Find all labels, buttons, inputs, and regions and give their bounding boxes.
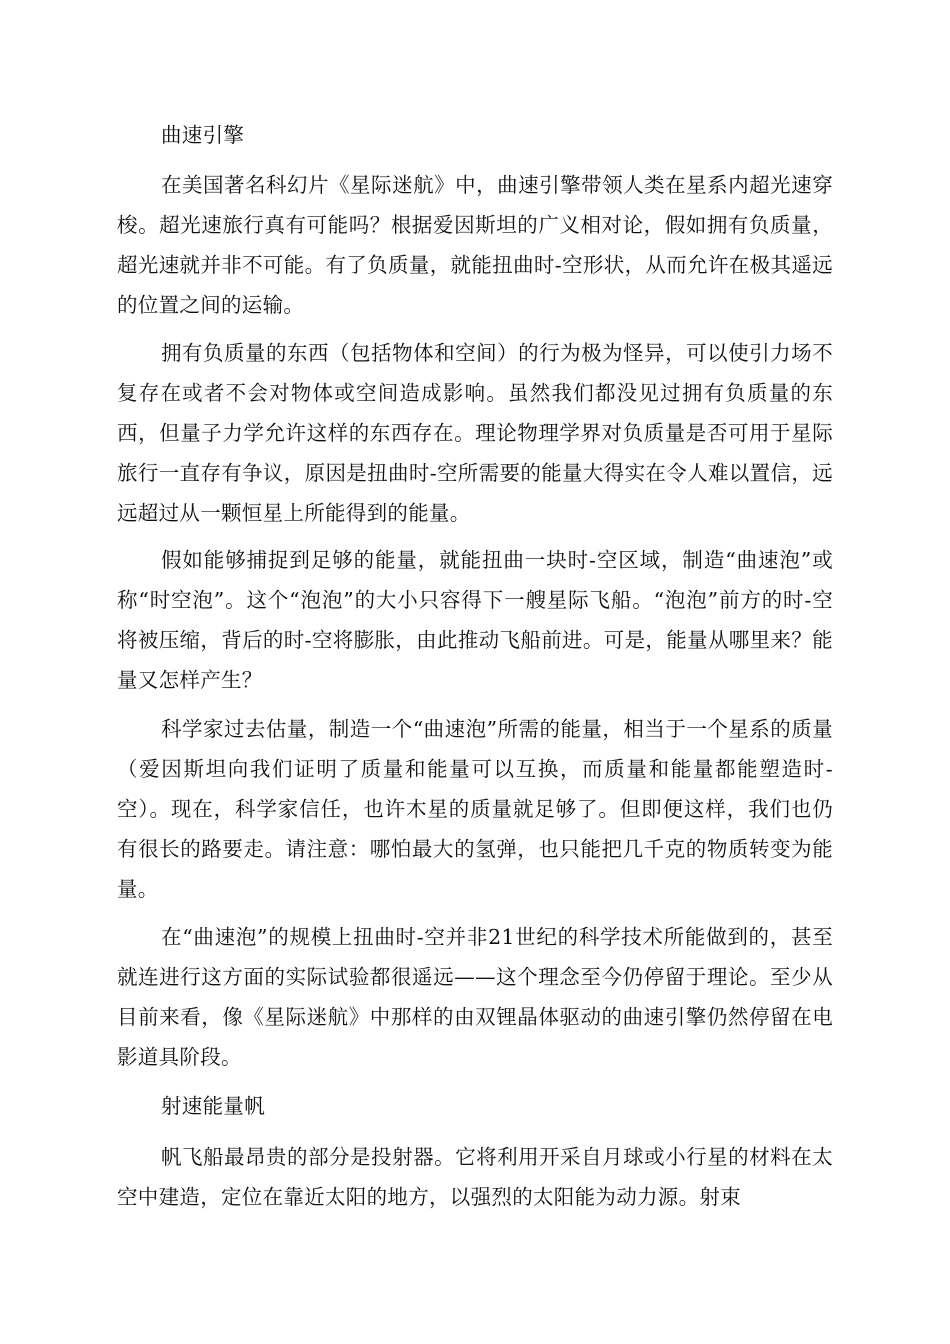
paragraph: 在美国著名科幻片《星际迷航》中，曲速引擎带领人类在星系内超光速穿梭。超光速旅行真有可能吗？根据爱因斯坦的广义相对论，假如拥有负质量，超光速就并非不可能。有了负质量，就能扭曲时-空形状，从而允许在极其遥远的位置之间的运输。	[117, 173, 833, 317]
paragraph: 假如能够捕捉到足够的能量，就能扭曲一块时-空区域，制造“曲速泡”或称“时空泡”。这个“泡泡”的大小只容得下一艘星际飞船。“泡泡”前方的时-空将被压缩，背后的时-空将膨胀，由此推动飞船前进。可是，能量从哪里来？能量又怎样产生？	[117, 548, 833, 692]
paragraph: 拥有负质量的东西（包括物体和空间）的行为极为怪异，可以使引力场不复存在或者不会对物体或空间造成影响。虽然我们都没见过拥有负质量的东西，但量子力学允许这样的东西存在。理论物理学界对负质量是否可用于星际旅行一直存有争议，原因是扭曲时-空所需要的能量大得实在令人难以置信，远远超过从一颗恒星上所能得到的能量。	[117, 341, 833, 525]
paragraph: 帆飞船最昂贵的部分是投射器。它将利用开采自月球或小行星的材料在太空中建造，定位在靠近太阳的地方，以强烈的太阳能为动力源。射束	[117, 1145, 833, 1209]
paragraph: 科学家过去估量，制造一个“曲速泡”所需的能量，相当于一个星系的质量（爱因斯坦向我们证明了质量和能量可以互换，而质量和能量都能塑造时-空）。现在，科学家信任，也许木星的质量就足够了。但即便这样，我们也仍有很长的路要走。请注意：哪怕最大的氢弹，也只能把几千克的物质转变为能量。	[117, 717, 833, 901]
section-heading-warp-drive: 曲速引擎	[161, 123, 245, 147]
paragraph: 在“曲速泡”的规模上扭曲时-空并非21世纪的科学技术所能做到的，甚至就连进行这方面的实际试验都很遥远——这个理念至今仍停留于理论。至少从目前来看，像《星际迷航》中那样的由双锂晶体驱动的曲速引擎仍然停留在电影道具阶段。	[117, 925, 833, 1069]
section-heading-beam-sail: 射速能量帆	[161, 1094, 265, 1118]
